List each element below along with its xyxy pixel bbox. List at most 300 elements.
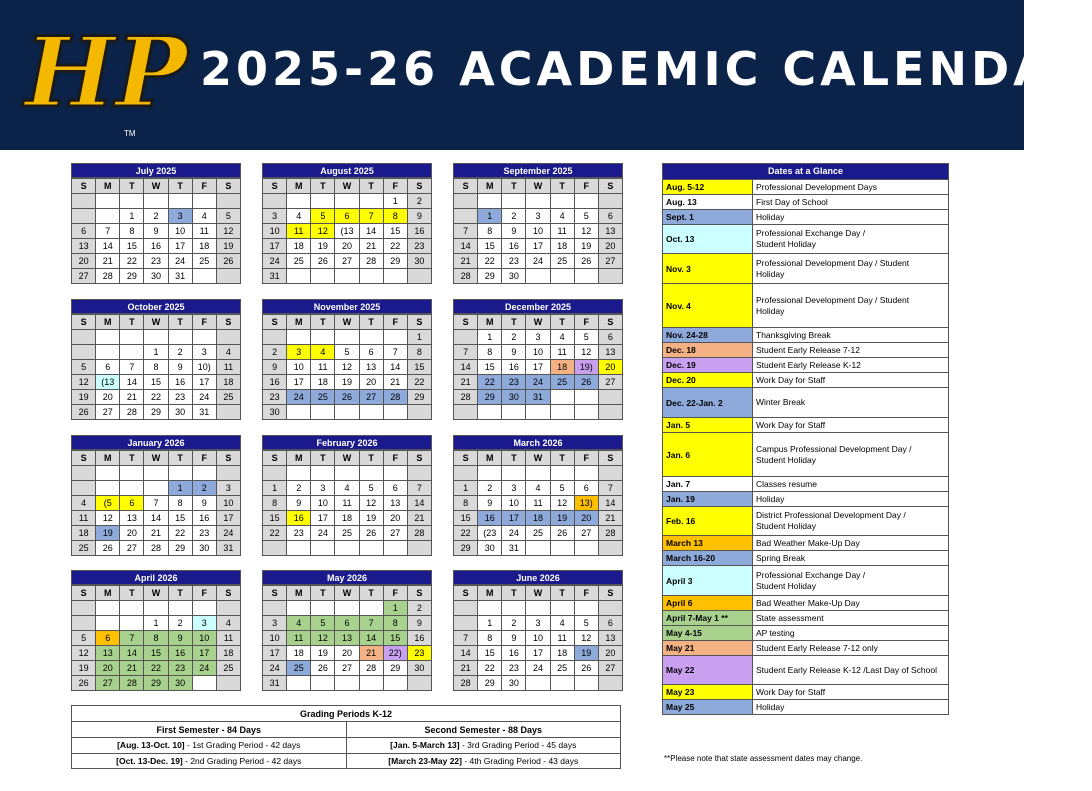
day-cell (144, 466, 168, 481)
glance-description (753, 373, 948, 387)
day-cell (478, 466, 502, 481)
day-cell: 18 (287, 646, 311, 661)
day-cell (575, 194, 599, 209)
day-cell: 12 (311, 631, 335, 646)
glance-date: Nov. 3 (663, 254, 753, 283)
glance-description (753, 700, 948, 714)
day-cell (551, 194, 575, 209)
glance-date: April 6 (663, 596, 753, 610)
day-cell (384, 330, 408, 345)
day-cell: 18 (311, 375, 335, 390)
day-cell: 27 (120, 541, 144, 556)
day-cell: 12 (72, 646, 96, 661)
glance-description-line: Classes resume (756, 478, 817, 489)
day-cell (144, 481, 168, 496)
month-title: October 2025 (71, 299, 241, 314)
weekday-header: T (502, 586, 526, 601)
day-cell (120, 616, 144, 631)
day-cell: 22 (478, 661, 502, 676)
day-cell: 25 (526, 526, 550, 541)
day-cell: 18 (526, 511, 550, 526)
day-cell (311, 269, 335, 284)
weekday-header: M (287, 179, 311, 194)
day-cell: 11 (311, 360, 335, 375)
day-cell (96, 194, 120, 209)
day-cell (263, 194, 287, 209)
day-cell: 10 (526, 345, 550, 360)
day-cell: 8 (263, 496, 287, 511)
day-cell: 3 (263, 616, 287, 631)
day-cell (217, 330, 241, 345)
day-cell: 23 (502, 254, 526, 269)
day-cell: 18 (287, 239, 311, 254)
day-cell: 24 (263, 661, 287, 676)
glance-date: April 3 (663, 566, 753, 595)
day-cell: 28 (599, 526, 623, 541)
day-cell (335, 466, 359, 481)
day-cell (360, 269, 384, 284)
glance-description-line: Student Early Release 7-12 (756, 344, 860, 355)
day-cell (311, 330, 335, 345)
month-title: February 2026 (262, 435, 432, 450)
day-cell: 16 (478, 511, 502, 526)
day-cell: 17 (263, 646, 287, 661)
glance-description (753, 656, 948, 684)
weekday-header: W (526, 451, 550, 466)
day-cell: 28 (360, 254, 384, 269)
glance-date: March 13 (663, 536, 753, 550)
day-cell: 6 (575, 481, 599, 496)
day-cell: 21 (360, 646, 384, 661)
weekday-header: W (335, 315, 359, 330)
day-cell: 8 (169, 496, 193, 511)
day-cell (408, 269, 432, 284)
day-cell: 2 (478, 481, 502, 496)
weekday-header: F (575, 586, 599, 601)
weekday-header: T (169, 179, 193, 194)
day-cell: 5 (360, 481, 384, 496)
weekday-header: F (384, 315, 408, 330)
day-cell: 16 (144, 239, 168, 254)
day-cell: 4 (217, 616, 241, 631)
day-cell (599, 194, 623, 209)
glance-description (753, 225, 948, 253)
day-cell: 14 (144, 511, 168, 526)
glance-description-line: Professional Development Day / Student (756, 257, 910, 268)
day-cell: 18 (335, 511, 359, 526)
day-cell: 28 (96, 269, 120, 284)
glance-row (663, 640, 948, 655)
glance-description (753, 433, 948, 476)
day-cell: 1 (144, 345, 168, 360)
day-cell: 7 (144, 496, 168, 511)
day-cell (335, 676, 359, 691)
day-cell: 25 (217, 390, 241, 405)
day-cell: 20 (96, 661, 120, 676)
day-cell: (23 (478, 526, 502, 541)
day-cell: 30 (263, 405, 287, 420)
day-cell (454, 405, 478, 420)
day-cell (408, 541, 432, 556)
weekday-header: S (263, 586, 287, 601)
weekday-header: M (96, 451, 120, 466)
day-cell: 21 (454, 375, 478, 390)
day-cell (311, 466, 335, 481)
glance-description (753, 492, 948, 506)
page-title: 2025-26 ACADEMIC CALENDAR (200, 42, 1092, 96)
day-cell: 14 (120, 375, 144, 390)
month-calendar (71, 570, 241, 691)
day-cell (575, 269, 599, 284)
weekday-header: W (335, 179, 359, 194)
glance-date: Jan. 19 (663, 492, 753, 506)
weekday-header: F (384, 179, 408, 194)
day-cell: 24 (526, 661, 550, 676)
day-cell (454, 194, 478, 209)
glance-description (753, 195, 948, 209)
glance-description-line: Work Day for Staff (756, 686, 826, 697)
day-cell (526, 541, 550, 556)
glance-description (753, 536, 948, 550)
weekday-header: T (502, 315, 526, 330)
day-cell: 2 (408, 601, 432, 616)
day-cell (454, 466, 478, 481)
day-cell (575, 405, 599, 420)
glance-row (663, 253, 948, 283)
day-cell: 29 (408, 390, 432, 405)
day-cell (263, 601, 287, 616)
day-cell: 4 (193, 209, 217, 224)
day-cell (72, 616, 96, 631)
day-cell (360, 541, 384, 556)
day-cell: 30 (169, 676, 193, 691)
weekday-header: T (360, 315, 384, 330)
day-cell: 26 (72, 405, 96, 420)
day-cell: 6 (335, 616, 359, 631)
day-cell: 9 (502, 631, 526, 646)
weekday-header: M (287, 586, 311, 601)
day-cell: 16 (193, 511, 217, 526)
day-cell (454, 330, 478, 345)
day-cell: 12 (575, 224, 599, 239)
day-cell: 29 (169, 541, 193, 556)
day-cell: 24 (217, 526, 241, 541)
day-cell: 28 (360, 661, 384, 676)
day-cell: 21 (454, 254, 478, 269)
day-cell (120, 481, 144, 496)
day-cell: 3 (526, 616, 550, 631)
month-calendar (71, 299, 241, 420)
day-cell: 5 (575, 616, 599, 631)
glance-description-line: Professional Exchange Day / (756, 228, 866, 238)
logo-trademark: TM (124, 129, 136, 138)
day-cell: 23 (263, 390, 287, 405)
day-cell: 22 (408, 375, 432, 390)
day-cell (478, 405, 502, 420)
glance-description-line: State assessment (756, 612, 824, 623)
grading-period-3: [Jan. 5-March 13] - 3rd Grading Period - 45 days (390, 740, 577, 750)
day-cell: 23 (502, 375, 526, 390)
day-cell (526, 676, 550, 691)
day-cell (287, 405, 311, 420)
day-cell (384, 676, 408, 691)
day-cell: (13 (96, 375, 120, 390)
weekday-header: T (360, 451, 384, 466)
glance-row (663, 595, 948, 610)
day-cell (287, 330, 311, 345)
day-cell (575, 390, 599, 405)
day-cell: 20 (384, 511, 408, 526)
day-cell (311, 541, 335, 556)
day-cell: 15 (120, 239, 144, 254)
day-cell: 23 (144, 254, 168, 269)
day-cell (551, 676, 575, 691)
day-cell (287, 269, 311, 284)
weekday-header: W (335, 586, 359, 601)
day-cell (454, 209, 478, 224)
day-cell: 26 (551, 526, 575, 541)
day-cell: 17 (526, 239, 550, 254)
day-cell: 9 (287, 496, 311, 511)
day-cell: 8 (144, 360, 168, 375)
weekday-header: M (96, 315, 120, 330)
day-cell: 24 (263, 254, 287, 269)
day-cell: 20 (335, 646, 359, 661)
weekday-header: T (551, 179, 575, 194)
day-cell: 22 (478, 375, 502, 390)
day-cell: 12 (575, 345, 599, 360)
second-semester (346, 722, 621, 768)
weekday-header: S (454, 315, 478, 330)
day-cell (335, 541, 359, 556)
day-cell: 25 (335, 526, 359, 541)
glance-description-line: Professional Exchange Day / (756, 569, 866, 580)
day-cell (384, 541, 408, 556)
day-cell: 13 (360, 360, 384, 375)
day-cell: 1 (169, 481, 193, 496)
day-cell: 9 (169, 360, 193, 375)
weekday-header: S (599, 451, 623, 466)
weekday-header: T (360, 179, 384, 194)
glance-row (663, 476, 948, 491)
glance-date: May 21 (663, 641, 753, 655)
glance-description-line: Work Day for Staff (756, 374, 826, 385)
glance-row (663, 209, 948, 224)
day-cell: 20 (335, 239, 359, 254)
day-cell (72, 601, 96, 616)
day-cell: 19 (311, 646, 335, 661)
day-cell: 4 (217, 345, 241, 360)
day-cell: 4 (551, 616, 575, 631)
day-cell: 29 (120, 269, 144, 284)
day-cell: 8 (384, 616, 408, 631)
day-cell (335, 405, 359, 420)
glance-row (663, 491, 948, 506)
day-cell: 2 (263, 345, 287, 360)
day-cell: 22) (384, 646, 408, 661)
day-cell: 4 (551, 209, 575, 224)
day-cell: 13 (72, 239, 96, 254)
month-calendar (262, 163, 432, 284)
grading-periods (71, 705, 621, 769)
day-cell: 13 (599, 345, 623, 360)
glance-title: Dates at a Glance (663, 164, 948, 179)
day-cell: 10 (169, 224, 193, 239)
day-cell (72, 481, 96, 496)
month-title: January 2026 (71, 435, 241, 450)
day-cell: 10 (287, 360, 311, 375)
day-cell: 22 (384, 239, 408, 254)
day-cell: 1 (478, 330, 502, 345)
day-cell (193, 269, 217, 284)
day-cell: 21 (454, 661, 478, 676)
glance-date: Nov. 4 (663, 284, 753, 327)
day-cell: 1 (454, 481, 478, 496)
glance-description (753, 626, 948, 640)
day-cell: 20 (96, 390, 120, 405)
glance-date: Feb. 16 (663, 507, 753, 535)
day-cell: 5 (335, 345, 359, 360)
glance-row (663, 387, 948, 417)
day-cell: 18 (193, 239, 217, 254)
glance-description (753, 180, 948, 194)
day-cell (599, 676, 623, 691)
second-semester-head: Second Semester - 88 Days (347, 722, 621, 738)
day-cell: 24 (193, 661, 217, 676)
day-cell (454, 616, 478, 631)
weekday-header: F (384, 451, 408, 466)
weekday-header: S (263, 315, 287, 330)
day-cell: 5 (311, 209, 335, 224)
day-cell: 31 (526, 390, 550, 405)
weekday-header: W (526, 586, 550, 601)
day-cell: 21 (144, 526, 168, 541)
day-cell: 13 (96, 646, 120, 661)
day-cell (217, 405, 241, 420)
day-cell: 21 (120, 661, 144, 676)
day-cell: 31 (263, 269, 287, 284)
day-cell: 9 (169, 631, 193, 646)
day-cell (454, 601, 478, 616)
day-cell (287, 601, 311, 616)
month-title: September 2025 (453, 163, 623, 178)
glance-description (753, 284, 948, 327)
day-cell: 14 (384, 360, 408, 375)
day-cell: 15 (478, 646, 502, 661)
glance-description-line: Work Day for Staff (756, 419, 826, 430)
day-cell: 2 (144, 209, 168, 224)
assessment-note: **Please note that state assessment dates may change. (664, 754, 863, 763)
glance-row (663, 550, 948, 565)
month-title: April 2026 (71, 570, 241, 585)
day-cell (360, 330, 384, 345)
glance-description-line: Professional Development Day / Student (756, 294, 910, 305)
day-cell: 21 (120, 390, 144, 405)
day-cell (217, 269, 241, 284)
day-cell: 13 (335, 631, 359, 646)
day-cell: 7 (120, 360, 144, 375)
day-cell: 11 (193, 224, 217, 239)
day-cell (169, 601, 193, 616)
day-cell (551, 466, 575, 481)
day-cell (599, 269, 623, 284)
day-cell: 6 (599, 209, 623, 224)
glance-row (663, 506, 948, 535)
weekday-header: S (408, 451, 432, 466)
day-cell (384, 269, 408, 284)
day-cell: 9 (408, 616, 432, 631)
day-cell: 19 (96, 526, 120, 541)
day-cell: 27 (335, 661, 359, 676)
day-cell: 22 (169, 526, 193, 541)
day-cell: 20 (72, 254, 96, 269)
glance-date: Dec. 18 (663, 343, 753, 357)
day-cell: 28 (120, 676, 144, 691)
day-cell: 24 (287, 390, 311, 405)
day-cell: 16 (502, 239, 526, 254)
glance-description (753, 566, 948, 595)
day-cell: 12 (96, 511, 120, 526)
glance-date: Jan. 7 (663, 477, 753, 491)
day-cell: 30 (169, 405, 193, 420)
first-semester-head: First Semester - 84 Days (72, 722, 346, 738)
day-cell: 6 (599, 330, 623, 345)
day-cell: 15 (454, 511, 478, 526)
day-cell: 28 (454, 390, 478, 405)
glance-date: March 16-20 (663, 551, 753, 565)
weekday-header: F (384, 586, 408, 601)
glance-description-line: AP testing (756, 627, 795, 638)
day-cell: 8 (478, 224, 502, 239)
glance-row (663, 283, 948, 327)
day-cell: 24 (311, 526, 335, 541)
day-cell: 3 (526, 209, 550, 224)
day-cell: 7 (360, 616, 384, 631)
day-cell: 30 (193, 541, 217, 556)
day-cell (575, 601, 599, 616)
day-cell: 10 (526, 631, 550, 646)
day-cell (287, 541, 311, 556)
day-cell: 12 (311, 224, 335, 239)
day-cell: 18 (551, 360, 575, 375)
day-cell: 2 (502, 330, 526, 345)
day-cell: 1 (408, 330, 432, 345)
day-cell: 19) (575, 360, 599, 375)
weekday-header: S (217, 586, 241, 601)
day-cell: 1 (144, 616, 168, 631)
day-cell: 5 (575, 209, 599, 224)
grading-title: Grading Periods K-12 (72, 706, 620, 722)
day-cell: 31 (263, 676, 287, 691)
day-cell: 21 (384, 375, 408, 390)
day-cell (144, 330, 168, 345)
day-cell: 24 (526, 254, 550, 269)
day-cell: 17 (263, 239, 287, 254)
weekday-header: T (311, 315, 335, 330)
day-cell: 1 (478, 209, 502, 224)
glance-description-line: District Professional Development Day / (756, 510, 906, 520)
day-cell (575, 466, 599, 481)
glance-row (663, 565, 948, 595)
glance-description-line: Holiday (756, 305, 785, 316)
day-cell (551, 541, 575, 556)
weekday-header: T (311, 586, 335, 601)
day-cell: 2 (169, 616, 193, 631)
day-cell (502, 601, 526, 616)
day-cell: 8 (478, 345, 502, 360)
day-cell: 11 (72, 511, 96, 526)
day-cell: 23 (502, 661, 526, 676)
